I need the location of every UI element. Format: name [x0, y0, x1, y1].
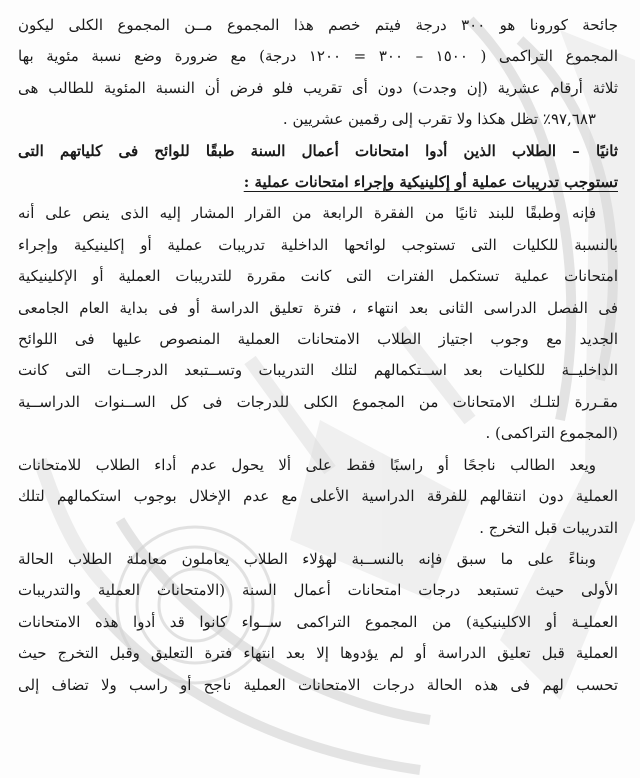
- section-heading-line: ثانيًا – الطلاب الذين أدوا امتحانات أعمال السنة طبقًا للوائح فى كلياتهم التى: [18, 141, 618, 160]
- text-line: بالنسبة للكليات التى تستوجب لوائحها الداخلية تدريبات عملية أو إكلينيكية وإجراء: [18, 235, 618, 254]
- text-line: ٩٧,٦٨٣٪ تظل هكذا ولا تقرب إلى رقمين عشريين .: [282, 110, 596, 129]
- text-line: امتحانات عملية تستكمل الفترات التى كانت مقررة للتدريبات العملية أو الإكلينيكية: [18, 267, 618, 286]
- text-line: الأولى حيث تستبعد درجات امتحانات أعمال السنة (الامتحانات العملية والتدريبات: [18, 581, 618, 600]
- section-heading-line: تستوجب تدريبات عملية أو إكلينيكية وإجراء امتحانات عملية :: [243, 173, 618, 192]
- text-line: الجديد مع وجوب اجتياز الطلاب الامتحانات العملية المنصوص عليها فى اللوائح: [18, 330, 618, 349]
- text-line: وبناءً على ما سبق فإنه بالنســبة لهؤلاء الطلاب يعاملون معاملة الطلاب الحالة: [18, 549, 596, 568]
- text-line: جائحة كورونا هو ٣٠٠ درجة فيتم خصم هذا المجموع مــن المجموع الكلى ليكون: [18, 16, 618, 34]
- text-line: الداخليــة للكليات بعد اســتكمالهم لتلك التدريبات وتســتبعد الدرجــات التى كانت: [18, 361, 618, 380]
- text-line: فى الفصل الدراسى الثانى بعد انتهاء ، فترة تعليق الدراسة أو فى بداية العام الجامعى: [18, 298, 618, 317]
- text-line: العملية قبل تعليق الدراسة أو لم يؤدوها إلا بعد انتهاء فترة التعليق وقبل التخرج حيث: [18, 644, 618, 663]
- text-line: العملية دون انتقالهم للفرقة الدراسية الأعلى مع عدم الإخلال بوجوب استكمالهم لتلك: [18, 487, 618, 506]
- text-line: فإنه وطبقًا للبند ثانيًا من الفقرة الرابعة من القرار المشار إليه الذى ينص على أنه: [18, 204, 596, 223]
- text-line: المجموع التراكمى ( ١٥٠٠ – ٣٠٠ = ١٢٠٠ درجة) مع ضرورة وضع نسبة مئوية بها: [18, 47, 618, 66]
- text-line: العمليـة أو الاكلينيكية) من المجموع التراكمى ســواء كانوا قد أدوا هذه الامتحانات: [18, 612, 618, 631]
- text-line: ويعد الطالب ناجحًا أو راسبًا فقط على ألا يحول عدم أداء الطلاب للامتحانات: [18, 455, 596, 474]
- text-line: مقـررة لتلـك الامتحانات من المجموع الكلى للدرجات فى كل الســنوات الدراســية: [18, 392, 618, 411]
- text-line: ثلاثة أرقام عشرية (إن وجدت) دون أى تقريب فلو فرض أن النسبة المئوية للطالب هى: [18, 78, 618, 97]
- text-line: التدريبات قبل التخرج .: [479, 518, 618, 537]
- document-body: [18, 10, 618, 701]
- text-line: تحسب لهم فى هذه الحالة درجات الامتحانات العملية ناجح أو راسب ولا تضاف إلى: [18, 675, 618, 694]
- text-line: (المجموع التراكمى) .: [485, 424, 618, 443]
